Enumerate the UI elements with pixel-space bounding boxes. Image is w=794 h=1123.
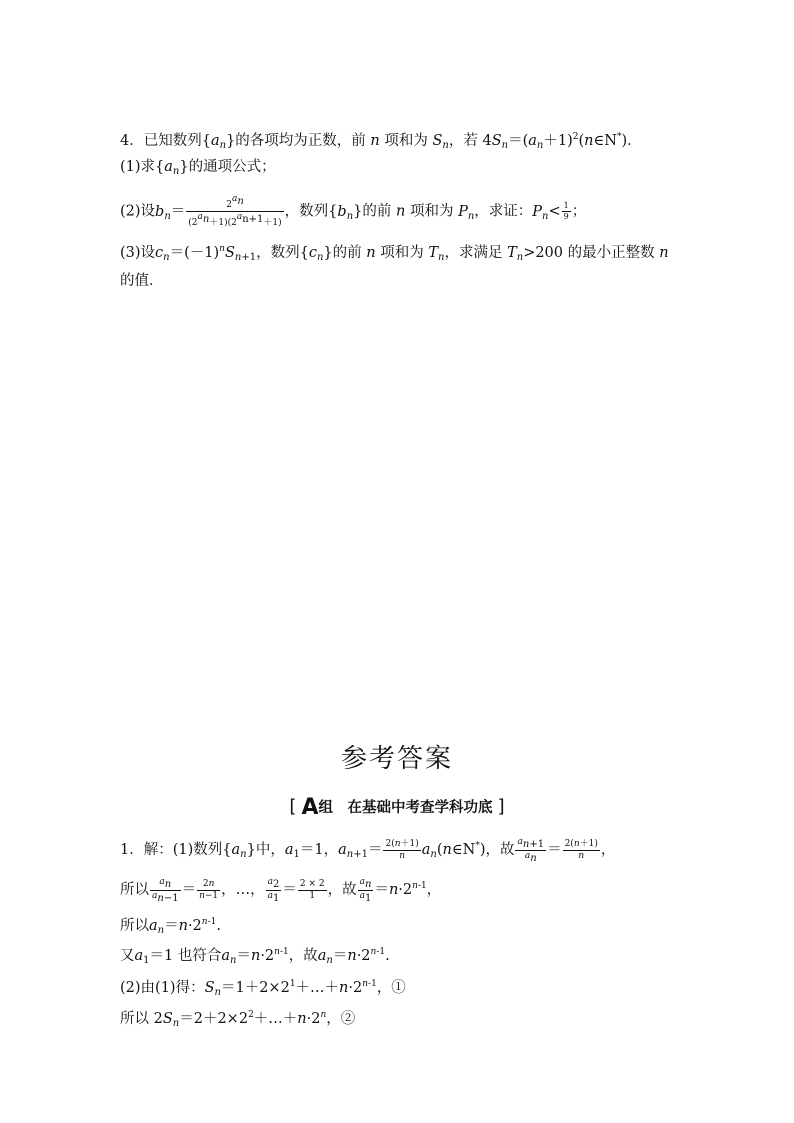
- bn-fraction: $\frac{2^{a_n}}{(2^{a_n}+1)(2^{a_{n+1}}+1)}$: [188, 194, 282, 228]
- solution-line-1: 1．解：(1)数列$\{a_n\}$中，$a_1=1$，$a_{n+1}=$ $\frac{2(n+1)}{n}$ $a_n(n\in N^*)$，故 $\frac{a_{n+1}}{a_n}$ ＝ $\frac{2(n+1)}{n}$ ，: [120, 836, 616, 864]
- solution-line-6: 所以 $2S_n=2+2\times 2^2+\dots+n\cdot 2^n$，②: [120, 1010, 356, 1029]
- solution-line-4: 又$a_1=1$ 也符合$a_n=n\cdot 2^{n-1}$，故$a_n=n\cdot 2^{n-1}$.: [120, 947, 390, 966]
- q4-part2: (2)设$b_n=$ $\frac{2^{a_n}}{(2^{a_n}+1)(2^{a_{n+1}}+1)}$ ，数列$\{b_n\}$的前 n 项和为 $P_n$，求证：$P_n<$ $\frac{1}{9}$ ；: [120, 194, 587, 228]
- solution-line-3: 所以$a_n=n\cdot 2^{n-1}$.: [120, 917, 221, 936]
- solution-line-2: 所以 $\frac{a_n}{a_{n-1}}$ ＝ $\frac{2n}{n-1}$ ，…， $\frac{a_2}{a_1}$ ＝ $\frac{2 \times 2}{1}$ ，故 $\frac{a_n}{a_1}$ $=n\cdot 2^{n-1}$，: [120, 876, 442, 904]
- q4-stem: 4．已知数列$\{a_n\}$的各项均为正数，前 n 项和为 $S_n$，若 $4S_n=(a_n+1)^2(n\in N^*)$．: [120, 132, 642, 151]
- q4-part3-cont: 的值．: [120, 273, 164, 289]
- group-heading: [ A组 在基础中考查学科功底 ]: [289, 795, 505, 820]
- solution-line-5: (2)由(1)得：$S_n=1+2\times 2^1+\dots+n\cdot 2^{n-1}$，①: [120, 979, 406, 998]
- q4-part1: (1)求$\{a_n\}$的通项公式；: [120, 159, 276, 177]
- answers-title: 参考答案: [340, 744, 453, 774]
- q4-part3: (3)设$c_n=(-1)^nS_{n+1}$，数列$\{c_n\}$的前 n 项和为 $T_n$，求满足 $T_n>200$ 的最小正整数 n: [120, 244, 669, 263]
